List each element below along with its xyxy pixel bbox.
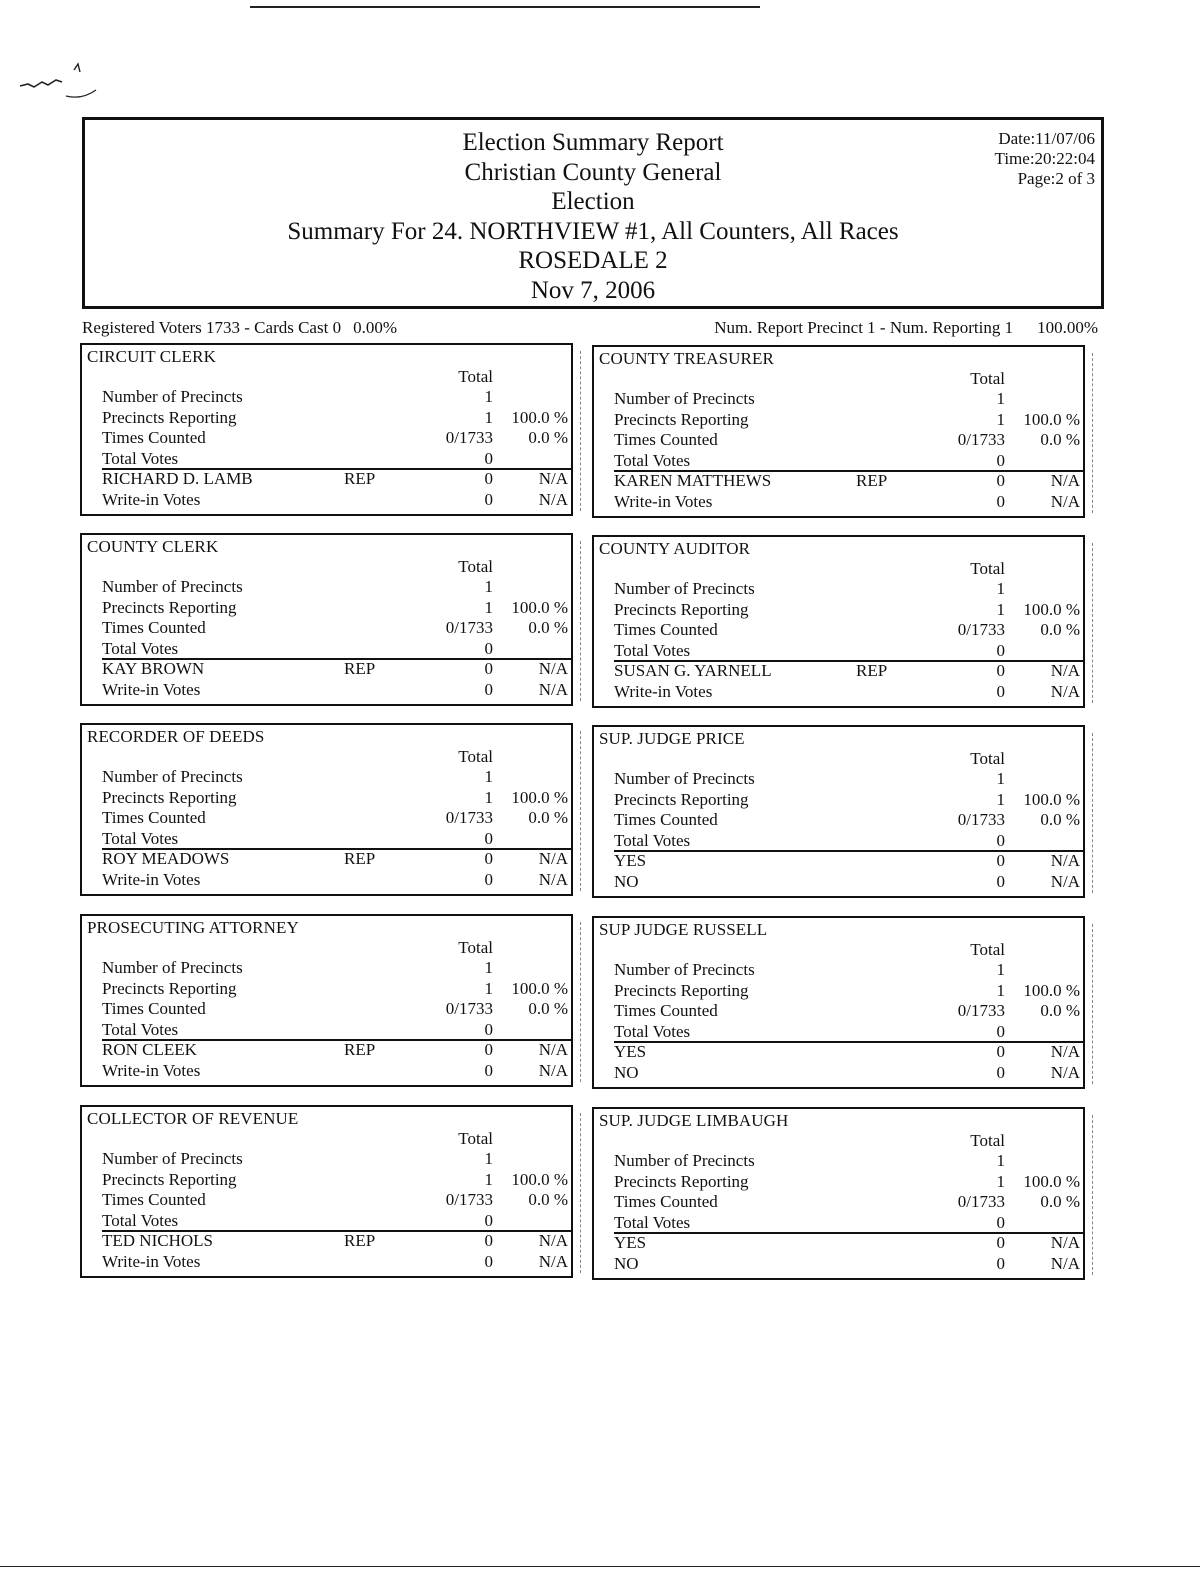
candidate-total: 0 — [484, 1060, 493, 1080]
times-counted-row — [102, 618, 571, 638]
total-column-header: Total — [970, 1131, 1005, 1150]
election-name: Election — [551, 188, 635, 215]
race-box — [80, 343, 573, 516]
total-votes-row — [102, 829, 571, 849]
times-counted-value: 0/1733 — [957, 1192, 1005, 1211]
times-counted-pct: 0.0 % — [528, 1190, 568, 1209]
number-of-precincts-label: Number of Precincts — [102, 958, 243, 977]
candidate-name: ROY MEADOWS — [102, 849, 230, 868]
total-votes-value: 0 — [484, 1210, 493, 1230]
total-column-header: Total — [970, 749, 1005, 768]
times-counted-pct: 0.0 % — [528, 618, 568, 637]
times-counted-row — [614, 1192, 1083, 1212]
precinct-name: ROSEDALE 2 — [518, 247, 668, 274]
total-votes-row — [614, 451, 1083, 471]
race-box — [80, 723, 573, 896]
precincts-reporting-value: 1 — [996, 789, 1005, 809]
times-counted-value: 0/1733 — [957, 1001, 1005, 1020]
race-title: SUP JUDGE RUSSELL — [599, 920, 768, 939]
precincts-reporting-value: 1 — [484, 597, 493, 617]
scan-edge-mark — [579, 922, 581, 1082]
precincts-reporting-pct: 100.0 % — [1023, 599, 1080, 619]
times-counted-row — [614, 430, 1083, 450]
race-box — [80, 914, 573, 1087]
total-column-header: Total — [458, 1129, 493, 1148]
candidate-pct: N/A — [538, 1060, 568, 1080]
candidate-total: 0 — [484, 1040, 493, 1059]
times-counted-row — [102, 428, 571, 448]
reporting-pct: 100.00% — [1037, 318, 1098, 337]
number-of-precincts-value: 1 — [484, 767, 493, 786]
race-box — [592, 345, 1085, 518]
candidate-total: 0 — [484, 849, 493, 868]
scan-edge-mark — [1091, 353, 1093, 513]
race-title: RECORDER OF DEEDS — [87, 727, 265, 746]
total-votes-label: Total Votes — [614, 450, 691, 470]
candidate-total: 0 — [996, 871, 1005, 891]
total-column-header: Total — [458, 367, 493, 386]
candidate-total: 0 — [996, 1062, 1005, 1082]
precincts-reporting-value: 1 — [996, 409, 1005, 429]
number-of-precincts-label: Number of Precincts — [102, 1149, 243, 1168]
precincts-reporting-row — [102, 408, 571, 428]
precincts-reporting-pct: 100.0 % — [1023, 980, 1080, 1000]
scan-edge-mark — [1091, 733, 1093, 893]
precincts-reporting-pct: 100.0 % — [511, 407, 568, 427]
precincts-reporting-value: 1 — [484, 407, 493, 427]
candidate-name: TED NICHOLS — [102, 1231, 213, 1250]
summary-scope: Summary For 24. NORTHVIEW #1, All Counters, All Races — [287, 217, 899, 245]
number-of-precincts-row — [102, 387, 571, 407]
candidate-pct: N/A — [538, 1040, 568, 1059]
times-counted-pct: 0.0 % — [1040, 1192, 1080, 1211]
candidate-total: 0 — [484, 869, 493, 889]
candidate-party: REP — [856, 661, 888, 680]
total-votes-row — [614, 641, 1083, 661]
race-title: SUP. JUDGE PRICE — [599, 729, 745, 748]
number-of-precincts-label: Number of Precincts — [614, 1151, 755, 1170]
candidate-name: KAREN MATTHEWS — [614, 471, 772, 490]
cards-cast-pct: 0.00% — [353, 318, 397, 337]
race-title: COLLECTOR OF REVENUE — [87, 1109, 299, 1128]
precincts-reporting-row — [102, 788, 571, 808]
candidate-row — [102, 1040, 571, 1060]
candidate-total: 0 — [996, 491, 1005, 511]
times-counted-value: 0/1733 — [957, 810, 1005, 829]
candidate-pct: N/A — [538, 659, 568, 678]
candidate-row — [102, 1231, 571, 1251]
candidate-party: REP — [344, 469, 376, 488]
times-counted-value: 0/1733 — [445, 999, 493, 1018]
candidate-row — [102, 1252, 571, 1272]
times-counted-label: Times Counted — [102, 428, 206, 447]
candidate-pct: N/A — [1050, 1233, 1080, 1252]
candidate-pct: N/A — [1050, 1062, 1080, 1082]
times-counted-row — [102, 999, 571, 1019]
precincts-reporting-pct: 100.0 % — [1023, 789, 1080, 809]
registered-voters-text: Registered Voters 1733 - Cards Cast 0 — [82, 318, 342, 337]
number-of-precincts-value: 1 — [996, 1151, 1005, 1170]
precincts-reporting-value: 1 — [484, 787, 493, 807]
candidate-row — [614, 1063, 1083, 1083]
number-of-precincts-label: Number of Precincts — [102, 387, 243, 406]
precincts-reporting-row — [614, 600, 1083, 620]
candidate-row — [102, 870, 571, 890]
times-counted-pct: 0.0 % — [528, 808, 568, 827]
times-counted-pct: 0.0 % — [528, 428, 568, 447]
candidate-row — [614, 1233, 1083, 1253]
total-votes-value: 0 — [996, 1212, 1005, 1232]
total-votes-label: Total Votes — [614, 830, 691, 850]
report-time: Time:20:22:04 — [994, 149, 1095, 168]
total-votes-label: Total Votes — [102, 448, 179, 468]
candidate-row — [614, 682, 1083, 702]
number-of-precincts-label: Number of Precincts — [614, 579, 755, 598]
total-column-header: Total — [970, 940, 1005, 959]
total-votes-value: 0 — [996, 1021, 1005, 1041]
precincts-reporting-label: Precincts Reporting — [614, 599, 749, 619]
candidate-pct: N/A — [1050, 491, 1080, 511]
times-counted-value: 0/1733 — [445, 1190, 493, 1209]
race-box — [592, 1107, 1085, 1280]
total-votes-value: 0 — [484, 828, 493, 848]
candidate-pct: N/A — [538, 489, 568, 509]
precincts-reporting-value: 1 — [996, 1171, 1005, 1191]
bottom-rule — [0, 1566, 1200, 1567]
number-of-precincts-row — [614, 1151, 1083, 1171]
race-box — [592, 535, 1085, 708]
page-number: Page:2 of 3 — [1017, 169, 1095, 188]
precincts-reporting-pct: 100.0 % — [511, 787, 568, 807]
times-counted-label: Times Counted — [102, 808, 206, 827]
precincts-reporting-value: 1 — [996, 980, 1005, 1000]
candidate-party: REP — [344, 1231, 376, 1250]
county-name: Christian County General — [464, 158, 722, 186]
number-of-precincts-row — [614, 960, 1083, 980]
registered-voters-summary — [82, 318, 397, 338]
candidate-row — [102, 659, 571, 679]
handwritten-mark — [18, 60, 108, 110]
candidate-name: YES — [614, 851, 647, 870]
candidate-name: Write-in Votes — [102, 489, 201, 509]
total-column-header: Total — [970, 369, 1005, 388]
candidate-row — [614, 492, 1083, 512]
number-of-precincts-value: 1 — [996, 389, 1005, 408]
candidate-pct: N/A — [1050, 1042, 1080, 1061]
candidate-total: 0 — [484, 679, 493, 699]
precincts-reporting-row — [102, 979, 571, 999]
number-of-precincts-value: 1 — [484, 577, 493, 596]
precincts-reporting-value: 1 — [484, 1169, 493, 1189]
precincts-reporting-label: Precincts Reporting — [102, 597, 237, 617]
precincts-reporting-label: Precincts Reporting — [614, 1171, 749, 1191]
report-meta — [995, 129, 1095, 189]
total-column-header: Total — [458, 938, 493, 957]
total-votes-row — [102, 639, 571, 659]
scan-edge-mark — [1091, 924, 1093, 1084]
number-of-precincts-row — [102, 767, 571, 787]
candidate-pct: N/A — [538, 469, 568, 488]
candidate-row — [614, 851, 1083, 871]
report-title: Election Summary Report — [462, 129, 724, 156]
number-of-precincts-value: 1 — [484, 387, 493, 406]
candidate-name: YES — [614, 1233, 647, 1252]
race-title: COUNTY AUDITOR — [599, 539, 751, 558]
times-counted-row — [102, 1190, 571, 1210]
number-of-precincts-row — [102, 958, 571, 978]
candidate-row — [102, 680, 571, 700]
candidate-total: 0 — [996, 681, 1005, 701]
precincts-reporting-row — [102, 598, 571, 618]
candidate-row — [614, 661, 1083, 681]
times-counted-row — [614, 620, 1083, 640]
candidate-pct: N/A — [538, 849, 568, 868]
precincts-reporting-row — [614, 1172, 1083, 1192]
candidate-total: 0 — [484, 489, 493, 509]
candidate-row — [102, 469, 571, 489]
precincts-reporting-pct: 100.0 % — [511, 1169, 568, 1189]
times-counted-label: Times Counted — [614, 1001, 718, 1020]
candidate-pct: N/A — [538, 1231, 568, 1250]
candidate-party: REP — [344, 849, 376, 868]
precincts-reporting-label: Precincts Reporting — [102, 1169, 237, 1189]
number-of-precincts-label: Number of Precincts — [102, 577, 243, 596]
total-votes-row — [614, 831, 1083, 851]
times-counted-pct: 0.0 % — [1040, 810, 1080, 829]
total-column-header: Total — [458, 557, 493, 576]
candidate-total: 0 — [996, 661, 1005, 680]
total-votes-label: Total Votes — [102, 1019, 179, 1039]
times-counted-row — [614, 810, 1083, 830]
candidate-name: RON CLEEK — [102, 1040, 197, 1059]
scan-edge-mark — [579, 1113, 581, 1273]
candidate-total: 0 — [996, 1233, 1005, 1252]
times-counted-label: Times Counted — [102, 618, 206, 637]
total-votes-label: Total Votes — [102, 638, 179, 658]
precincts-reporting-label: Precincts Reporting — [614, 409, 749, 429]
race-box — [592, 916, 1085, 1089]
number-of-precincts-value: 1 — [484, 958, 493, 977]
number-of-precincts-row — [614, 769, 1083, 789]
race-box — [592, 725, 1085, 898]
candidate-name: Write-in Votes — [614, 681, 713, 701]
candidate-name: Write-in Votes — [102, 1251, 201, 1271]
candidate-row — [102, 490, 571, 510]
candidate-pct: N/A — [538, 679, 568, 699]
times-counted-value: 0/1733 — [957, 620, 1005, 639]
total-votes-label: Total Votes — [614, 1021, 691, 1041]
candidate-party: REP — [344, 1040, 376, 1059]
times-counted-label: Times Counted — [614, 430, 718, 449]
number-of-precincts-label: Number of Precincts — [102, 767, 243, 786]
candidate-pct: N/A — [538, 1251, 568, 1271]
candidate-name: NO — [614, 1062, 639, 1082]
precincts-reporting-label: Precincts Reporting — [102, 978, 237, 998]
candidate-row — [102, 1061, 571, 1081]
total-votes-value: 0 — [996, 640, 1005, 660]
number-of-precincts-row — [614, 389, 1083, 409]
total-votes-value: 0 — [996, 830, 1005, 850]
total-votes-value: 0 — [484, 448, 493, 468]
times-counted-pct: 0.0 % — [528, 999, 568, 1018]
total-votes-value: 0 — [484, 1019, 493, 1039]
times-counted-pct: 0.0 % — [1040, 1001, 1080, 1020]
race-title: PROSECUTING ATTORNEY — [87, 918, 299, 937]
scan-edge-mark — [1091, 543, 1093, 703]
precincts-reporting-row — [614, 981, 1083, 1001]
candidate-name: Write-in Votes — [102, 1060, 201, 1080]
times-counted-row — [614, 1001, 1083, 1021]
times-counted-label: Times Counted — [614, 1192, 718, 1211]
total-votes-row — [614, 1213, 1083, 1233]
total-votes-row — [102, 449, 571, 469]
candidate-name: Write-in Votes — [102, 679, 201, 699]
candidate-pct: N/A — [1050, 1253, 1080, 1273]
times-counted-label: Times Counted — [102, 999, 206, 1018]
number-of-precincts-value: 1 — [996, 769, 1005, 788]
candidate-name: RICHARD D. LAMB — [102, 469, 253, 488]
precincts-reporting-label: Precincts Reporting — [614, 789, 749, 809]
race-box — [80, 533, 573, 706]
number-of-precincts-row — [102, 577, 571, 597]
precincts-reporting-row — [102, 1170, 571, 1190]
total-column-header: Total — [458, 747, 493, 766]
top-rule — [250, 6, 760, 8]
race-title: COUNTY TREASURER — [599, 349, 774, 368]
candidate-pct: N/A — [1050, 851, 1080, 870]
number-of-precincts-value: 1 — [996, 960, 1005, 979]
race-title: CIRCUIT CLERK — [87, 347, 216, 366]
precincts-reporting-pct: 100.0 % — [1023, 409, 1080, 429]
total-column-header: Total — [970, 559, 1005, 578]
precincts-reporting-value: 1 — [996, 599, 1005, 619]
precincts-reporting-row — [614, 790, 1083, 810]
candidate-party: REP — [856, 471, 888, 490]
candidate-total: 0 — [484, 469, 493, 488]
total-votes-row — [614, 1022, 1083, 1042]
times-counted-pct: 0.0 % — [1040, 620, 1080, 639]
total-votes-label: Total Votes — [102, 828, 179, 848]
candidate-total: 0 — [484, 1231, 493, 1250]
total-votes-row — [102, 1020, 571, 1040]
total-votes-value: 0 — [996, 450, 1005, 470]
race-title: SUP. JUDGE LIMBAUGH — [599, 1111, 789, 1130]
candidate-total: 0 — [484, 659, 493, 678]
candidate-party: REP — [344, 659, 376, 678]
candidate-row — [614, 1254, 1083, 1274]
total-votes-label: Total Votes — [614, 1212, 691, 1232]
candidate-name: NO — [614, 1253, 639, 1273]
candidate-total: 0 — [996, 851, 1005, 870]
report-title-block — [85, 128, 1101, 305]
candidate-name: Write-in Votes — [614, 491, 713, 511]
scan-edge-mark — [579, 731, 581, 891]
candidate-pct: N/A — [1050, 471, 1080, 490]
times-counted-value: 0/1733 — [445, 428, 493, 447]
times-counted-pct: 0.0 % — [1040, 430, 1080, 449]
candidate-row — [614, 471, 1083, 491]
candidate-total: 0 — [996, 1042, 1005, 1061]
number-of-precincts-row — [102, 1149, 571, 1169]
candidate-total: 0 — [996, 471, 1005, 490]
number-of-precincts-value: 1 — [996, 579, 1005, 598]
number-of-precincts-label: Number of Precincts — [614, 769, 755, 788]
times-counted-value: 0/1733 — [445, 618, 493, 637]
scan-edge-mark — [579, 351, 581, 511]
candidate-pct: N/A — [538, 869, 568, 889]
times-counted-label: Times Counted — [102, 1190, 206, 1209]
times-counted-row — [102, 808, 571, 828]
total-votes-label: Total Votes — [614, 640, 691, 660]
candidate-name: YES — [614, 1042, 647, 1061]
scan-edge-mark — [1091, 1115, 1093, 1275]
candidate-pct: N/A — [1050, 681, 1080, 701]
candidate-total: 0 — [996, 1253, 1005, 1273]
times-counted-value: 0/1733 — [957, 430, 1005, 449]
report-date: Date:11/07/06 — [998, 129, 1095, 148]
times-counted-value: 0/1733 — [445, 808, 493, 827]
number-of-precincts-label: Number of Precincts — [614, 960, 755, 979]
race-box — [80, 1105, 573, 1278]
precincts-reporting-value: 1 — [484, 978, 493, 998]
race-title: COUNTY CLERK — [87, 537, 219, 556]
election-date: Nov 7, 2006 — [530, 276, 656, 304]
candidate-name: Write-in Votes — [102, 869, 201, 889]
times-counted-label: Times Counted — [614, 620, 718, 639]
candidate-row — [614, 1042, 1083, 1062]
number-of-precincts-row — [614, 579, 1083, 599]
precincts-reporting-pct: 100.0 % — [511, 597, 568, 617]
scan-edge-mark — [579, 541, 581, 701]
precincts-reporting-row — [614, 410, 1083, 430]
candidate-row — [102, 849, 571, 869]
total-votes-row — [102, 1211, 571, 1231]
precincts-reporting-label: Precincts Reporting — [102, 407, 237, 427]
candidate-name: KAY BROWN — [102, 659, 205, 678]
precincts-reporting-label: Precincts Reporting — [614, 980, 749, 1000]
candidate-pct: N/A — [1050, 661, 1080, 680]
candidate-total: 0 — [484, 1251, 493, 1271]
total-votes-value: 0 — [484, 638, 493, 658]
number-of-precincts-value: 1 — [484, 1149, 493, 1168]
candidate-row — [614, 872, 1083, 892]
reporting-summary — [714, 318, 1098, 338]
precincts-reporting-pct: 100.0 % — [511, 978, 568, 998]
candidate-name: NO — [614, 871, 639, 891]
precincts-reporting-label: Precincts Reporting — [102, 787, 237, 807]
candidate-pct: N/A — [1050, 871, 1080, 891]
precincts-reporting-pct: 100.0 % — [1023, 1171, 1080, 1191]
number-of-precincts-label: Number of Precincts — [614, 389, 755, 408]
times-counted-label: Times Counted — [614, 810, 718, 829]
report-header — [82, 117, 1104, 309]
candidate-name: SUSAN G. YARNELL — [614, 661, 772, 680]
reporting-text: Num. Report Precinct 1 - Num. Reporting 1 — [714, 318, 1014, 337]
total-votes-label: Total Votes — [102, 1210, 179, 1230]
